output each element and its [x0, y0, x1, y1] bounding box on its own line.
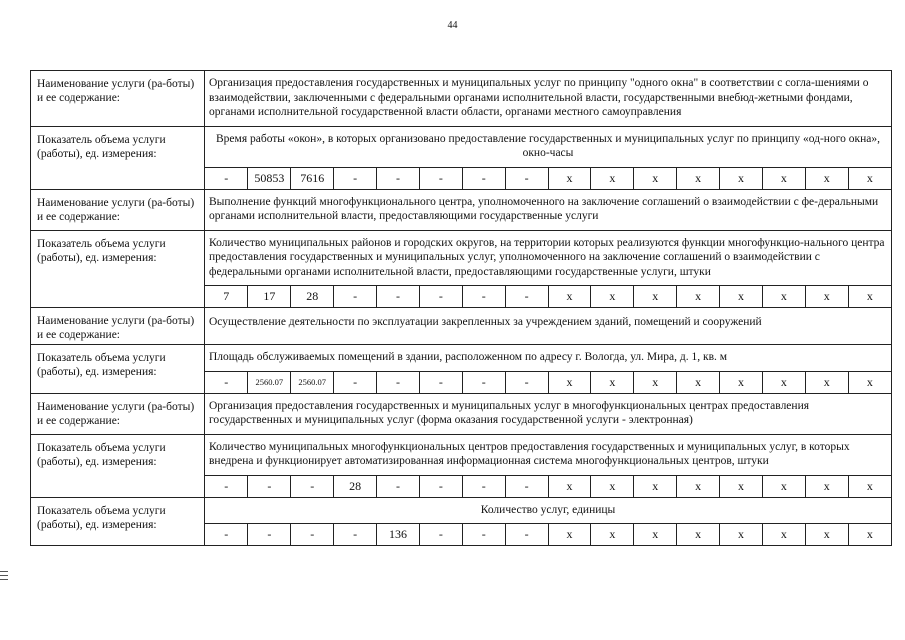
value-cell: x — [591, 167, 634, 189]
value-cell: x — [805, 371, 848, 393]
value-cell: - — [377, 475, 420, 497]
value-cell: x — [677, 371, 720, 393]
service-name-row — [31, 393, 892, 434]
value-cell: x — [805, 475, 848, 497]
value-cell: - — [205, 371, 248, 393]
indicator-label: Показатель объема услуги (работы), ед. измерения: — [31, 230, 205, 308]
value-cell: x — [805, 524, 848, 546]
value-cell: - — [248, 524, 291, 546]
values-grid — [205, 523, 891, 545]
value-cell: - — [505, 524, 548, 546]
values-row — [205, 475, 891, 497]
value-cell: 7616 — [291, 167, 334, 189]
page-number: 44 — [447, 20, 458, 31]
value-cell: 7 — [205, 286, 248, 308]
value-cell: x — [634, 371, 677, 393]
values-grid — [205, 285, 891, 307]
value-cell: - — [205, 167, 248, 189]
indicator-label: Показатель объема услуги (работы), ед. измерения: — [31, 497, 205, 546]
indicator-label: Показатель объема услуги (работы), ед. измерения: — [31, 345, 205, 394]
value-cell: x — [720, 475, 763, 497]
service-name-cell — [205, 308, 892, 345]
services-table-body — [31, 71, 892, 546]
value-cell: - — [334, 371, 377, 393]
value-cell: - — [462, 167, 505, 189]
value-cell: - — [419, 371, 462, 393]
value-cell: x — [677, 286, 720, 308]
value-cell: - — [505, 286, 548, 308]
indicator-row — [31, 345, 892, 394]
indicator-cell — [205, 497, 892, 546]
value-cell: x — [548, 286, 591, 308]
value-cell: - — [248, 475, 291, 497]
value-cell: x — [634, 475, 677, 497]
value-cell: - — [505, 371, 548, 393]
value-cell: x — [591, 286, 634, 308]
value-cell: - — [462, 286, 505, 308]
indicator-cell — [205, 230, 892, 308]
indicator-description: Количество услуг, единицы — [480, 503, 616, 516]
value-cell: - — [462, 371, 505, 393]
indicator-row — [31, 126, 892, 189]
value-cell: x — [848, 524, 891, 546]
margin-mark — [0, 571, 8, 580]
value-cell: - — [377, 286, 420, 308]
value-cell: x — [548, 524, 591, 546]
value-cell: - — [419, 167, 462, 189]
values-row — [205, 371, 891, 393]
value-cell: x — [548, 371, 591, 393]
value-cell: x — [762, 167, 805, 189]
value-cell: x — [848, 371, 891, 393]
value-cell: x — [548, 475, 591, 497]
value-cell: - — [291, 524, 334, 546]
service-name-row — [31, 71, 892, 127]
value-cell: x — [548, 167, 591, 189]
service-name-row — [31, 189, 892, 230]
value-cell: x — [848, 286, 891, 308]
value-cell: x — [805, 167, 848, 189]
indicator-description: Количество муниципальных многофункциональных центров предоставления государственных и муниципальных услуг, в которых внедрена и функционирует автоматизированная информационная система многофункциональных центров, штуки — [209, 440, 850, 467]
value-cell: - — [334, 286, 377, 308]
service-name-label: Наименование услуги (ра-боты) и ее содержание: — [31, 308, 205, 345]
value-cell: 2560.07 — [248, 371, 291, 393]
value-cell: - — [419, 286, 462, 308]
value-cell: x — [677, 167, 720, 189]
value-cell: x — [720, 524, 763, 546]
indicator-description: Количество муниципальных районов и городских округов, на территории которых реализуются функции многофункцио-нального центра предоставления государственных и муниципальных услуг, уполномоченного на заключение соглашений о взаимодействии с федеральными органами исполнительной власти, предоставляющими государственные услуги, штуки — [209, 236, 885, 278]
services-table — [30, 70, 892, 546]
value-cell: x — [634, 286, 677, 308]
value-cell: x — [720, 371, 763, 393]
service-description: Организация предоставления государственных и муниципальных услуг в многофункциональных центрах предоставления государственных и муниципальных услуг (форма оказания государственной услуги - электронная) — [209, 399, 810, 426]
value-cell: x — [848, 475, 891, 497]
value-cell: 28 — [334, 475, 377, 497]
indicator-row — [31, 497, 892, 546]
value-cell: x — [591, 524, 634, 546]
indicator-label: Показатель объема услуги (работы), ед. измерения: — [31, 126, 205, 189]
values-row — [205, 524, 891, 546]
values-grid — [205, 475, 891, 497]
value-cell: x — [634, 524, 677, 546]
value-cell: - — [377, 371, 420, 393]
value-cell: - — [462, 524, 505, 546]
indicator-label: Показатель объема услуги (работы), ед. измерения: — [31, 434, 205, 497]
value-cell: x — [591, 475, 634, 497]
value-cell: - — [419, 524, 462, 546]
value-cell: x — [720, 167, 763, 189]
value-cell: x — [762, 524, 805, 546]
value-cell: x — [677, 475, 720, 497]
values-row — [205, 286, 891, 308]
value-cell: x — [720, 286, 763, 308]
value-cell: x — [762, 371, 805, 393]
value-cell: 136 — [377, 524, 420, 546]
value-cell: x — [634, 167, 677, 189]
service-description: Выполнение функций многофункционального центра, уполномоченного на заключение соглашений о взаимодействии с фе-деральными органами исполнительной власти, предоставляющими государственные услуги — [209, 195, 879, 222]
value-cell: 50853 — [248, 167, 291, 189]
value-cell: x — [762, 286, 805, 308]
value-cell: x — [848, 167, 891, 189]
value-cell: - — [205, 475, 248, 497]
value-cell: - — [462, 475, 505, 497]
indicator-cell — [205, 345, 892, 394]
indicator-row — [31, 434, 892, 497]
service-name-label: Наименование услуги (ра-боты) и ее содержание: — [31, 71, 205, 127]
service-name-row — [31, 308, 892, 345]
value-cell: - — [334, 167, 377, 189]
value-cell: - — [505, 475, 548, 497]
value-cell: - — [205, 524, 248, 546]
service-description: Организация предоставления государственных и муниципальных услуг по принципу "одного окна" в соответствии с согла-шениями о взаимодействии, заключенными с федеральными органами исполнительной власти, государственными внебюд-жетными фондами, органами исполнительной государственной власти области, органами местного самоуправления — [209, 77, 869, 118]
value-cell: x — [762, 475, 805, 497]
service-name-cell — [205, 71, 892, 127]
values-row — [205, 167, 891, 189]
value-cell: 28 — [291, 286, 334, 308]
value-cell: - — [377, 167, 420, 189]
value-cell: x — [677, 524, 720, 546]
values-grid — [205, 167, 891, 189]
values-grid — [205, 371, 891, 393]
service-description: Осуществление деятельности по эксплуатации закрепленных за учреждением зданий, помещений и сооружений — [209, 316, 762, 328]
service-name-label: Наименование услуги (ра-боты) и ее содержание: — [31, 393, 205, 434]
service-name-cell — [205, 189, 892, 230]
value-cell: - — [505, 167, 548, 189]
value-cell: x — [805, 286, 848, 308]
indicator-cell — [205, 434, 892, 497]
value-cell: 17 — [248, 286, 291, 308]
value-cell: - — [334, 524, 377, 546]
service-name-label: Наименование услуги (ра-боты) и ее содержание: — [31, 189, 205, 230]
value-cell: - — [291, 475, 334, 497]
indicator-description: Площадь обслуживаемых помещений в здании, расположенном по адресу г. Вологда, ул. Мира, д. 1, кв. м — [209, 351, 728, 363]
service-name-cell — [205, 393, 892, 434]
value-cell: 2560.07 — [291, 371, 334, 393]
indicator-description: Время работы «окон», в которых организовано предоставление государственных и муниципальных услуг по принципу «од-ного окна», окно-часы — [216, 132, 880, 159]
value-cell: x — [591, 371, 634, 393]
indicator-cell — [205, 126, 892, 189]
value-cell: - — [419, 475, 462, 497]
indicator-row — [31, 230, 892, 308]
